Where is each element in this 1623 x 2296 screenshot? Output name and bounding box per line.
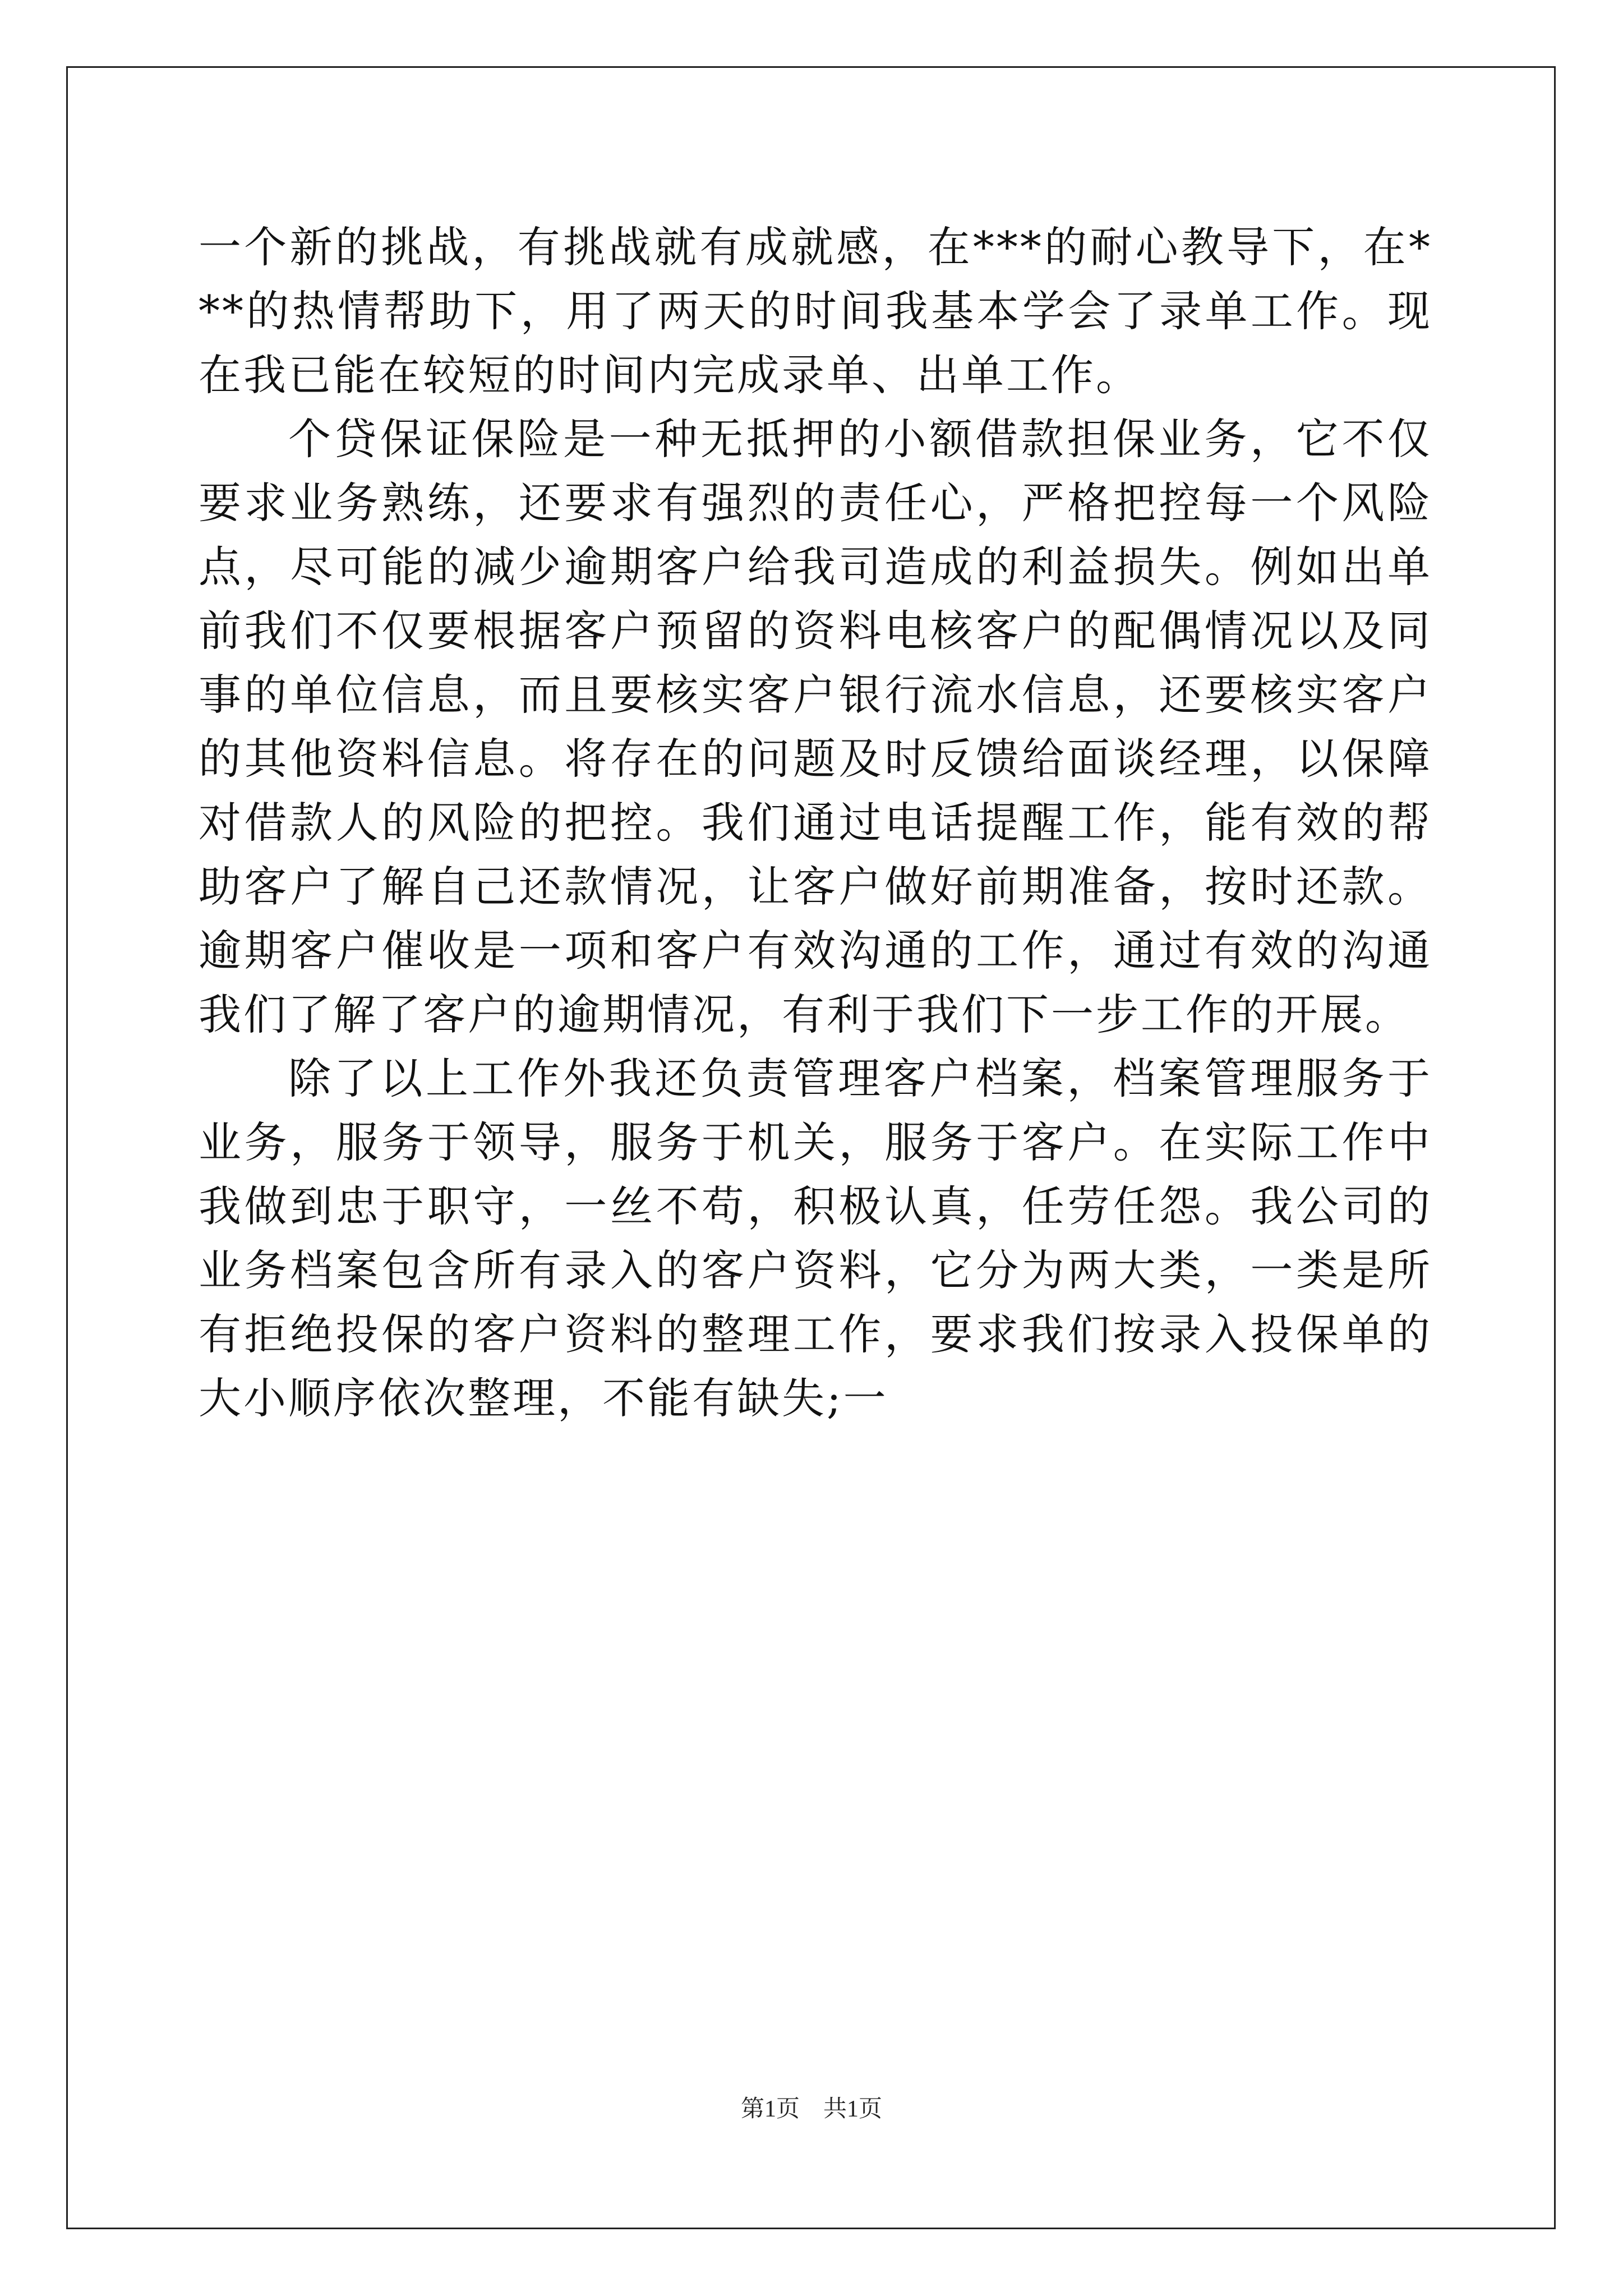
paragraph-2: 个贷保证保险是一种无抵押的小额借款担保业务，它不仅要求业务熟练，还要求有强烈的责任心，严格把控每一个风险点，尽可能的减少逾期客户给我司造成的利益损失。例如出单前我们不仅要根据客户预留的资料电核客户的配偶情况以及同事的单位信息，而且要核实客户银行流水信息，还要核实客户的其他资料信息。将存在的问题及时反馈给面谈经理，以保障对借款人的风险的把控。我们通过电话提醒工作，能有效的帮助客户了解自己还款情况，让客户做好前期准备，按时还款。逾期客户催收是一项和客户有效沟通的工作，通过有效的沟通我们了解了客户的逾期情况，有利于我们下一步工作的开展。 (199, 414, 1432, 1039)
page-number-footer: 第1页 共1页 (740, 2096, 882, 2122)
paragraph-1: 一个新的挑战，有挑战就有成就感，在***的耐心教导下，在***的热情帮助下，用了两天的时间我基本学会了录单工作。现在我已能在较短的时间内完成录单、出单工作。 (199, 222, 1432, 400)
document-body (199, 215, 1432, 1430)
paragraph-3: 除了以上工作外我还负责管理客户档案，档案管理服务于业务，服务于领导，服务于机关，服务于客户。在实际工作中我做到忠于职守，一丝不苟，积极认真，任劳任怨。我公司的业务档案包含所有录入的客户资料，它分为两大类，一类是所有拒绝投保的客户资料的整理工作，要求我们按录入投保单的大小顺序依次整理，不能有缺失;一 (199, 1053, 1432, 1423)
